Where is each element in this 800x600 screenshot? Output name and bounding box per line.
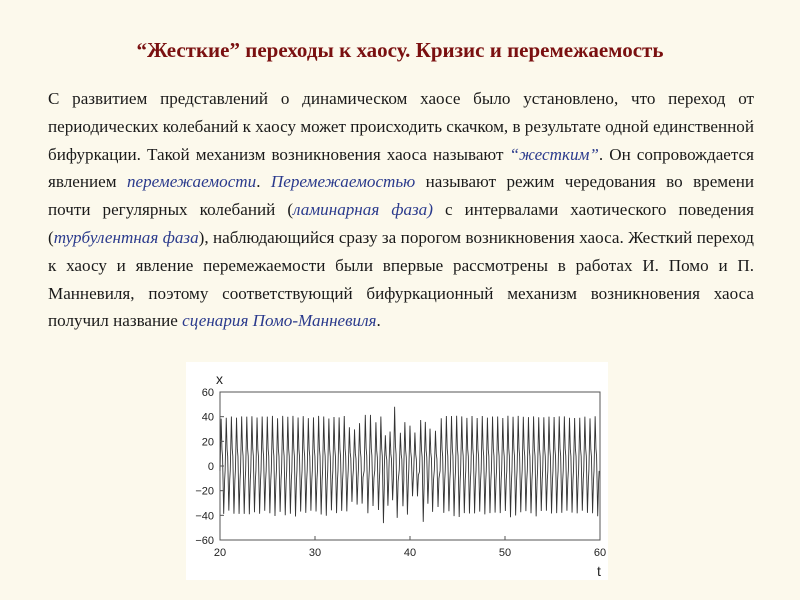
term-intermittency: перемежаемости: [126, 172, 257, 192]
slide-title: “Жесткие” переходы к хаосу. Кризис и перемежаемость: [136, 38, 664, 62]
body-text-7: .: [376, 311, 381, 331]
y-tick-label: −60: [195, 535, 214, 547]
y-tick-label: −20: [195, 485, 214, 498]
y-tick-label: 60: [201, 387, 214, 399]
x-tick-label: 30: [308, 547, 322, 559]
body-paragraph: [48, 85, 754, 335]
axis-ticks: [195, 387, 606, 559]
body-text-6: ), наблюдающийся сразу за порогом возникновения хаоса. Жесткий переход к хаосу и явление перемежаемости были впервые рассмотрены в работах И. Помо и П. Манневиля, поэтому соответствующий бифуркационный механизм возникновения хаоса получил название: [48, 227, 754, 331]
x-tick-label: 20: [213, 547, 227, 559]
y-axis-label: x: [216, 371, 223, 387]
term-turbulent-phase: турбулентная фаза: [53, 227, 199, 247]
body-text-4: называют режим чередования во времени почти регулярных колебаний (: [48, 172, 754, 220]
time-series-figure: [186, 362, 608, 580]
x-axis-label: t: [597, 563, 601, 579]
body-text-1: С развитием представлений о динамическом хаосе было установлено, что переход от периодических колебаний к хаосу может происходить скачком, в результате одной единственной бифуркации. Такой механизм возникновения хаоса называют: [48, 89, 754, 164]
body-text-5: с интервалами хаотического поведения (: [48, 200, 754, 247]
y-tick-label: 40: [201, 411, 214, 424]
body-text-3: .: [256, 172, 271, 192]
signal-trace: [220, 407, 599, 523]
y-tick-label: 20: [201, 436, 214, 449]
term-laminar-phase: ламинарная фаза): [293, 200, 433, 220]
y-tick-label: 0: [207, 461, 214, 473]
x-tick-label: 40: [403, 547, 417, 559]
x-tick-label: 50: [498, 547, 512, 559]
x-tick-label: 60: [593, 547, 607, 559]
term-pomeau-manneville: сценария Помо-Манневиля: [182, 311, 377, 331]
term-intermittency-def: Перемежаемостью: [270, 172, 416, 192]
body-text-2: . Он сопровождается явлением: [48, 144, 754, 192]
y-tick-label: −40: [195, 510, 214, 523]
term-hard: “жестким”: [509, 144, 599, 164]
time-series-chart: [186, 362, 608, 580]
